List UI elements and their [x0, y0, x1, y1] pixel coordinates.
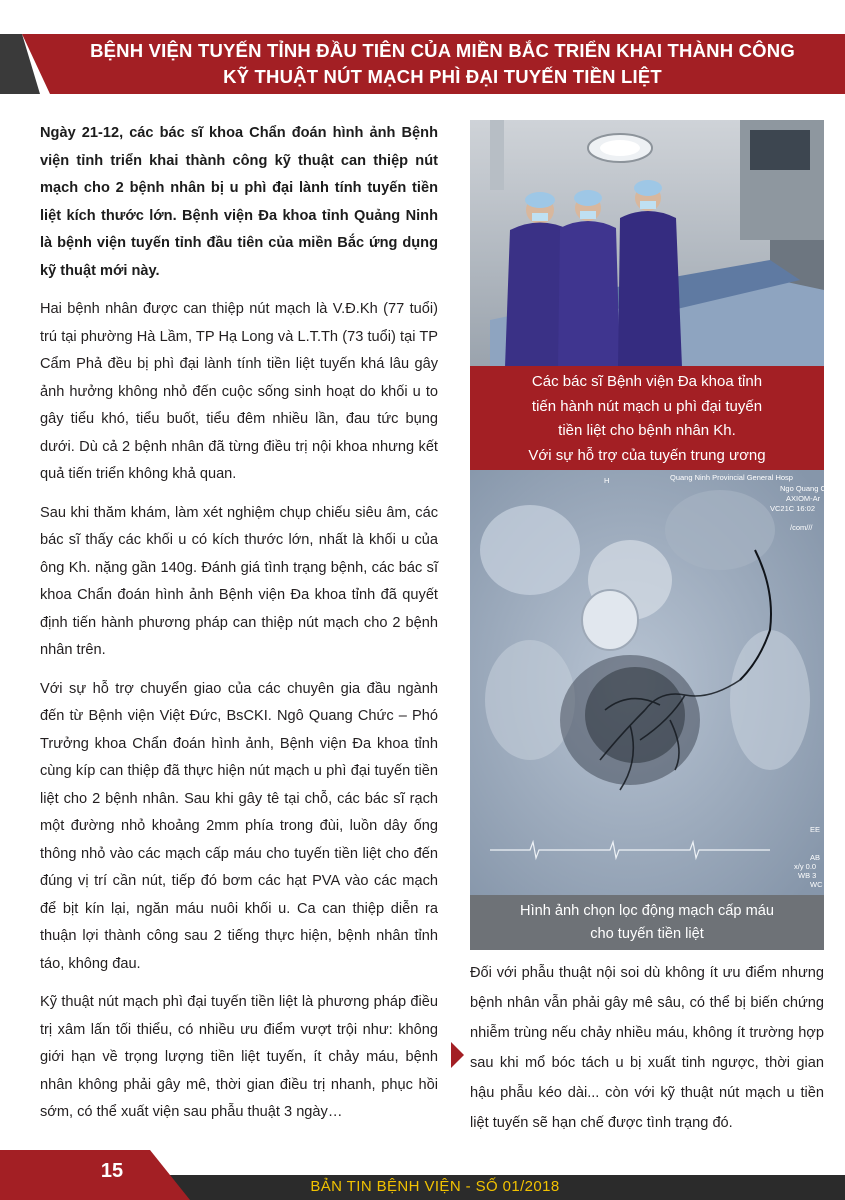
article-title-line1: BỆNH VIỆN TUYẾN TỈNH ĐẦU TIÊN CỦA MIỀN BẮC TRIỂN KHAI THÀNH CÔNG	[90, 40, 795, 61]
xray-overlay-path: /com///	[790, 523, 813, 532]
page-number: 15	[100, 1160, 124, 1182]
photo1-caption-line4: Với sự hỗ trợ của tuyến trung ương	[528, 446, 766, 464]
article-left-column	[40, 120, 438, 1138]
xray-overlay-device: AXIOM-Ar	[786, 494, 821, 503]
xray-marker-h: H	[604, 476, 610, 485]
photo2-caption-line1: Hình ảnh chọn lọc động mạch cấp máu	[520, 903, 774, 919]
article-paragraph-5: Đối với phẫu thuật nội soi dù không ít ưu điểm nhưng bệnh nhân vẫn phải gây mê sâu, có thể bị biến chứng nhiễm trùng nếu chảy nhiều máu, không ít trường hợp sau khi mổ bóc tách u bị xuất tinh ngược, thời gian hậu phẫu kéo dài... còn với kỹ thuật nút mạch u tiền liệt tuyến sẽ hạn chế được tình trạng đó.	[470, 965, 824, 1131]
photo1-caption-line2: tiến hành nút mạch u phì đại tuyến	[531, 397, 763, 415]
photo1-caption-line3: tiền liệt cho bệnh nhân Kh.	[558, 422, 736, 439]
xray-overlay-ab: AB	[810, 853, 821, 862]
article-paragraph-1: Hai bệnh nhân được can thiệp nút mạch là V.Đ.Kh (77 tuổi) trú tại phường Hà Lầm, TP Hạ Long và L.T.Th (73 tuổi) tại TP Cẩm Phả đều bị phì đại lành tính tiền liệt tuyến khá lâu gây ảnh hưởng không nhỏ đến cuộc sống sinh hoạt do khối u to gây tiểu khó, tiểu buốt, tiểu đêm nhiều lần, đau tức bụng dưới. Dù cả 2 bệnh nhân đã từng điều trị nội khoa nhưng kết quả tiến triển không khả quan.	[40, 301, 438, 482]
article-title	[40, 38, 845, 90]
angiogram-image	[470, 470, 831, 895]
xray-overlay-hospital: Quang Ninh Provincial General Hosp	[670, 473, 793, 482]
xray-overlay-time: VC21C 16:02	[770, 504, 816, 513]
publication-title: BẢN TIN BỆNH VIỆN - SỐ 01/2018	[310, 1178, 560, 1195]
photo1-caption-line1: Các bác sĩ Bệnh viện Đa khoa tỉnh	[531, 373, 763, 390]
xray-overlay-doctor: Ngo Quang Ch	[780, 484, 831, 493]
article-paragraph-2: Sau khi thăm khám, làm xét nghiệm chụp chiếu siêu âm, các bác sĩ thấy các khối u có kích thước lớn, nhất là khối u của ông Kh. nặng gần 140g. Đánh giá tình trạng bệnh, các bác sĩ khoa Chẩn đoán hình ảnh Bệnh viện Đa khoa tỉnh đã quyết định tiến hành phương pháp can thiệp nút mạch cho 2 bệnh nhân trên.	[40, 504, 438, 658]
xray-overlay-xy: x/y 0.0	[794, 862, 817, 871]
photo1-caption	[470, 366, 824, 470]
xray-overlay-wb: WB 3	[798, 871, 817, 880]
article-right-column	[470, 958, 824, 1138]
article-paragraph-3: Với sự hỗ trợ chuyển giao của các chuyên gia đầu ngành đến từ Bệnh viện Việt Đức, BsCKI. Ngô Quang Chức – Phó Trưởng khoa Chẩn đoán hình ảnh, Bệnh viện Đa khoa tỉnh cùng kíp can thiệp đã thực hiện nút mạch u phì đại tuyến tiền liệt cho 2 bệnh nhân. Sau khi gây tê tại chỗ, các bác sĩ rạch một đường nhỏ khoảng 2mm phía trong đùi, luồn dây ống thông nhỏ vào các mạch cấp máu cho tuyến tiền liệt cho đến đúng vị trí cần nút, tiếp đó bơm các hạt PVA vào các mạch để bịt kín lại, ngăn máu nuôi khối u. Ca can thiệp diễn ra thuận lợi thành công sau 2 tiếng thực hiện, bệnh nhân tỉnh táo, không đau.	[40, 680, 438, 972]
operating-room-photo	[470, 120, 824, 367]
article-lead: Ngày 21-12, các bác sĩ khoa Chẩn đoán hình ảnh Bệnh viện tỉnh triển khai thành công kỹ thuật can thiệp nút mạch cho 2 bệnh nhân bị u phì đại lành tính tuyến tiền liệt kích thước lớn. Bệnh viện Đa khoa tỉnh Quảng Ninh là bệnh viện tuyến tỉnh đầu tiên của miền Bắc ứng dụng kỹ thuật mới này.	[40, 125, 438, 279]
paragraph-arrow-marker	[451, 1042, 464, 1068]
photo2-caption-line2: cho tuyến tiền liệt	[590, 926, 704, 942]
xray-overlay-ee: EE	[810, 825, 821, 834]
article-paragraph-4: Kỹ thuật nút mạch phì đại tuyến tiền liệt là phương pháp điều trị xâm lấn tối thiểu, có nhiều ưu điểm vượt trội như: không giới hạn về trọng lượng tiền liệt tuyến, ít chảy máu, bệnh nhân không phải gây mê, thời gian điều trị nhanh, phục hồi sớm, có thể xuất viện sau phẫu thuật 3 ngày…	[40, 994, 438, 1120]
article-title-line2: KỸ THUẬT NÚT MẠCH PHÌ ĐẠI TUYẾN TIỀN LIỆT	[223, 66, 662, 87]
photo2-caption	[470, 895, 824, 950]
xray-overlay-wc: WC	[810, 880, 823, 889]
